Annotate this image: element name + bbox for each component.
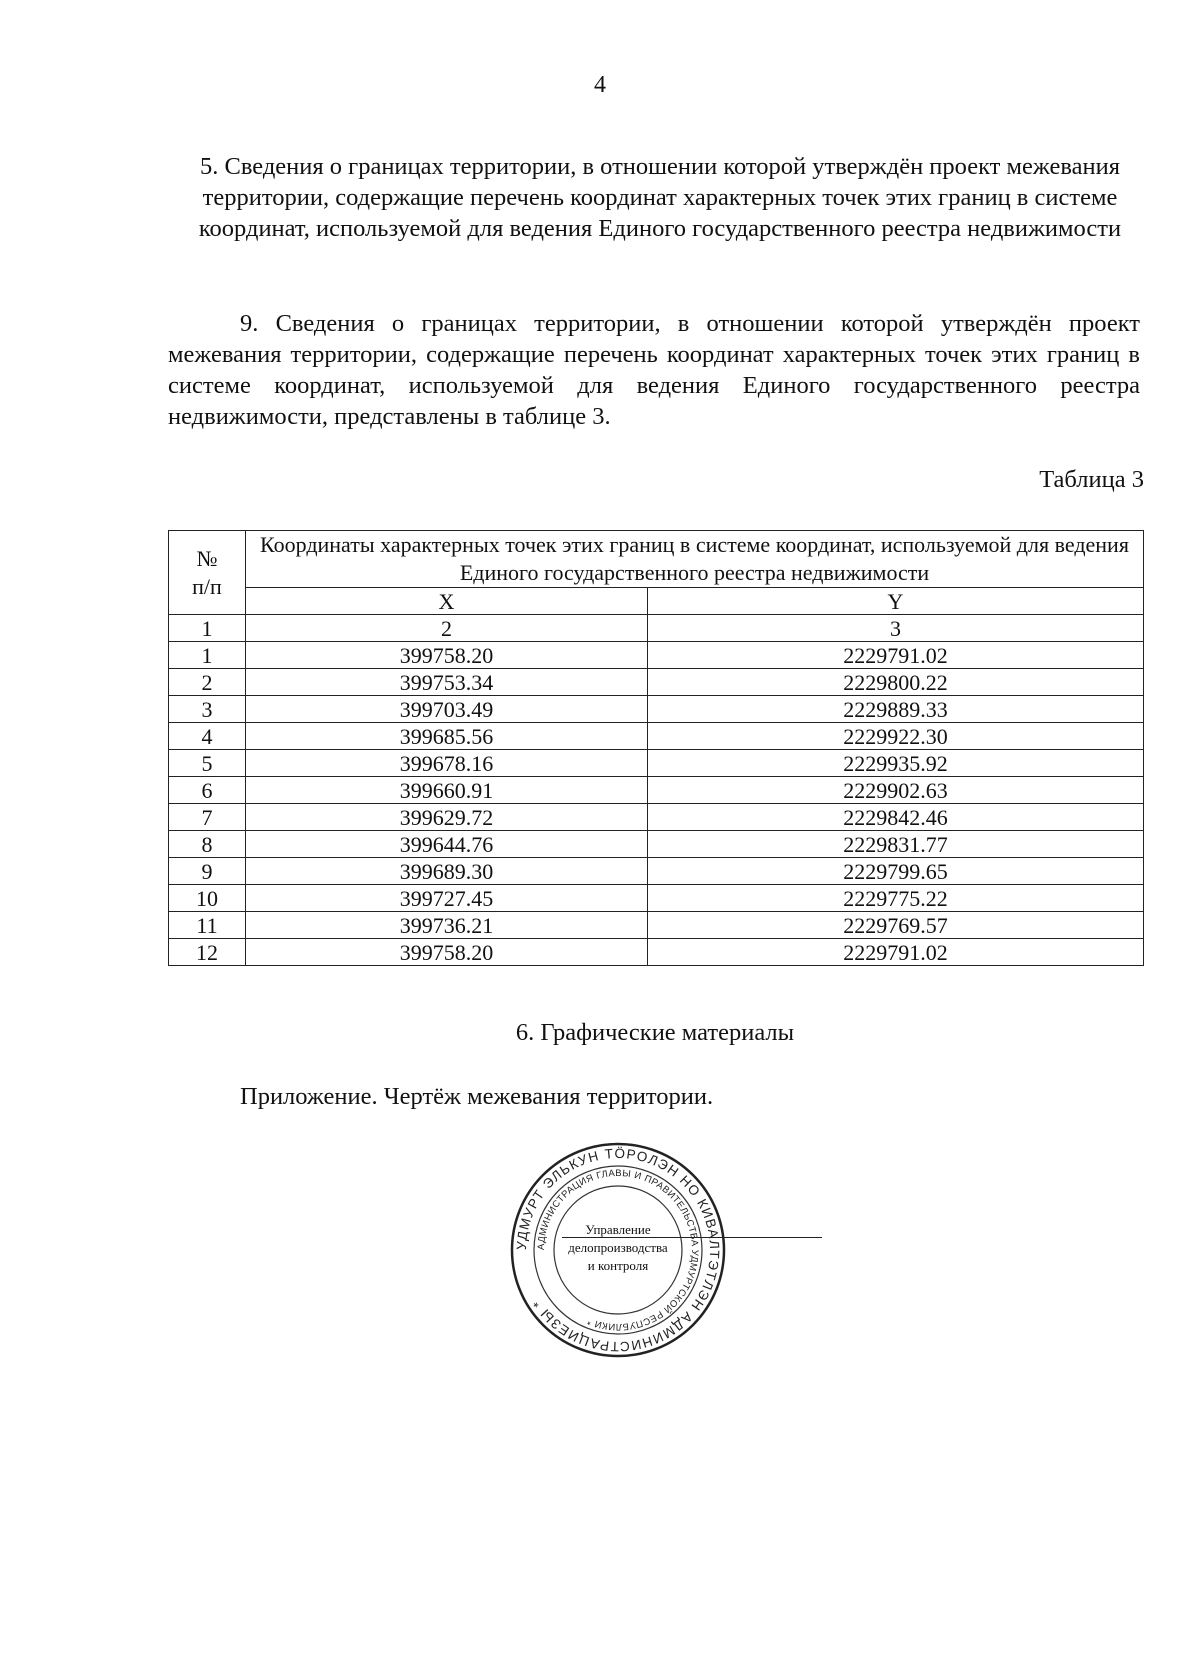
column-index-2: 2 (246, 615, 648, 642)
paragraph-9: 9. Сведения о границах территории, в отношении которой утверждён проект межевания территории, содержащие перечень координат характерных точек этих границ в системе координат, используемой для ведения Единого государственного реестра недвижимости, представлены в таблице 3. (168, 310, 1140, 430)
cell-y: 2229800.22 (648, 669, 1144, 696)
header-number-sign: № (196, 545, 218, 571)
cell-n: 11 (169, 912, 246, 939)
header-x: X (246, 588, 648, 615)
cell-x: 399689.30 (246, 858, 648, 885)
cell-x: 399727.45 (246, 885, 648, 912)
cell-n: 6 (169, 777, 246, 804)
table-row (169, 912, 1144, 939)
seal-inner-ring-text: АДМИНИСТРАЦИЯ ГЛАВЫ И ПРАВИТЕЛЬСТВА УДМУРТСКОЙ РЕСПУБЛИКИ * (535, 1167, 701, 1333)
cell-y: 2229769.57 (648, 912, 1144, 939)
seal-line-1: Управление (585, 1222, 651, 1237)
cell-n: 10 (169, 885, 246, 912)
cell-n: 2 (169, 669, 246, 696)
cell-x: 399703.49 (246, 696, 648, 723)
cell-x: 399644.76 (246, 831, 648, 858)
cell-y: 2229799.65 (648, 858, 1144, 885)
table-row (169, 939, 1144, 966)
cell-y: 2229935.92 (648, 750, 1144, 777)
table-row (169, 885, 1144, 912)
cell-n: 8 (169, 831, 246, 858)
cell-y: 2229842.46 (648, 804, 1144, 831)
header-number (169, 531, 246, 615)
cell-y: 2229791.02 (648, 642, 1144, 669)
header-coordinates: Координаты характерных точек этих границ в системе координат, используемой для ведения Единого государственного реестра недвижимости (246, 531, 1144, 588)
cell-y: 2229791.02 (648, 939, 1144, 966)
appendix-line: Приложение. Чертёж межевания территории. (240, 1083, 714, 1110)
table-row (169, 696, 1144, 723)
cell-n: 9 (169, 858, 246, 885)
seal-line-2: делопроизводства (568, 1240, 668, 1255)
table-header-row (169, 531, 1144, 588)
table-row (169, 804, 1144, 831)
cell-x: 399758.20 (246, 642, 648, 669)
cell-y: 2229889.33 (648, 696, 1144, 723)
table-header-xy-row (169, 588, 1144, 615)
cell-n: 5 (169, 750, 246, 777)
table-row (169, 723, 1144, 750)
seal-line-3: и контроля (587, 1258, 649, 1273)
coordinates-table (168, 530, 1144, 966)
official-seal (508, 1140, 728, 1360)
table-row (169, 669, 1144, 696)
section-5-title: 5. Сведения о границах территории, в отношении которой утверждён проект межевания территории, содержащие перечень координат характерных точек этих границ в системе координат, используемой для ведения Единого государственного реестра недвижимости (198, 153, 1122, 242)
page-number: 4 (594, 72, 606, 98)
cell-x: 399629.72 (246, 804, 648, 831)
signature-line (562, 1237, 822, 1238)
cell-x: 399678.16 (246, 750, 648, 777)
cell-n: 7 (169, 804, 246, 831)
cell-y: 2229922.30 (648, 723, 1144, 750)
cell-y: 2229775.22 (648, 885, 1144, 912)
cell-x: 399660.91 (246, 777, 648, 804)
column-index-1: 1 (169, 615, 246, 642)
cell-n: 1 (169, 642, 246, 669)
table-row (169, 642, 1144, 669)
seal-outer-ring-text: УДМУРТ ЭЛЬКУН ТӦРОЛЭН НО КИВАЛТЭТЛЭН АДМИНИСТРАЦИЕЗЫ * (513, 1145, 723, 1355)
table-column-index-row (169, 615, 1144, 642)
table-row (169, 777, 1144, 804)
cell-n: 12 (169, 939, 246, 966)
header-number-abbr: п/п (192, 573, 222, 599)
cell-x: 399736.21 (246, 912, 648, 939)
cell-n: 4 (169, 723, 246, 750)
table-row (169, 858, 1144, 885)
cell-x: 399685.56 (246, 723, 648, 750)
cell-n: 3 (169, 696, 246, 723)
cell-x: 399753.34 (246, 669, 648, 696)
table-row (169, 750, 1144, 777)
header-y: Y (648, 588, 1144, 615)
cell-y: 2229902.63 (648, 777, 1144, 804)
cell-x: 399758.20 (246, 939, 648, 966)
table-row (169, 831, 1144, 858)
column-index-3: 3 (648, 615, 1144, 642)
cell-y: 2229831.77 (648, 831, 1144, 858)
table-caption: Таблица 3 (1039, 466, 1144, 493)
section-6-title: 6. Графические материалы (515, 1019, 795, 1046)
